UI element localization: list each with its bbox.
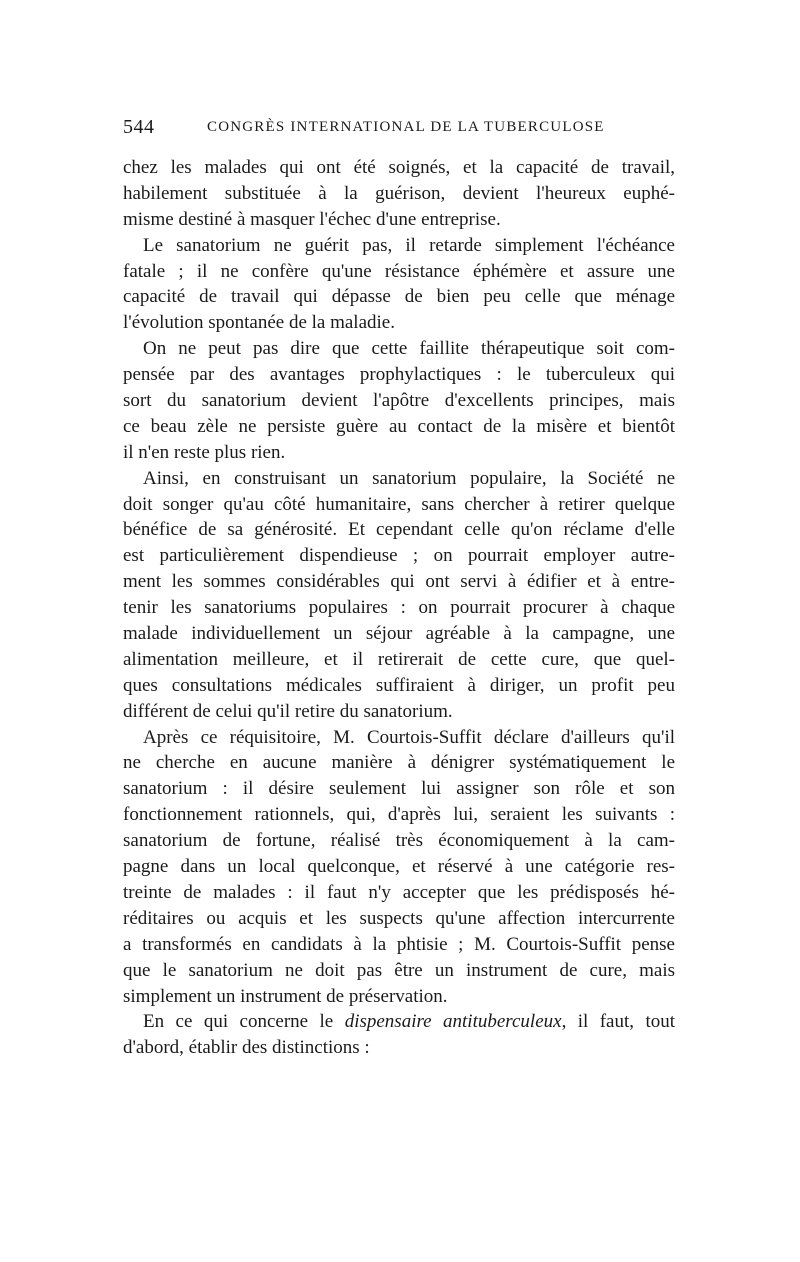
text-line: simplement un instrument de préservation. — [123, 985, 448, 1007]
text-line: ques consultations médicales suffiraient à diriger, un profit peu — [123, 674, 675, 696]
text-line: que le sanatorium ne doit pas être un instrument de cure, mais — [123, 959, 675, 981]
text-line: chez les malades qui ont été soignés, et la capacité de travail, — [123, 157, 675, 178]
text-line: doit songer qu'au côté humanitaire, sans chercher à retirer quelque — [123, 493, 675, 515]
page-header — [123, 116, 675, 142]
line-segment: , il faut, tout — [561, 1011, 676, 1033]
text-line: fonctionnement rationnels, qui, d'après lui, seraient les suivants : — [123, 804, 675, 826]
text-line: Le sanatorium ne guérit pas, il retarde simplement l'échéance — [143, 234, 675, 256]
text-line-with-italic — [123, 1009, 675, 1035]
text-line: fatale ; il ne confère qu'une résistance éphémère et assure une — [123, 260, 675, 282]
page-number: 544 — [123, 116, 155, 138]
text-line: sanatorium de fortune, réalisé très économiquement à la cam- — [123, 830, 675, 852]
text-line: pagne dans un local quelconque, et réservé à une catégorie res- — [123, 856, 675, 878]
text-line: alimentation meilleure, et il retirerait de cette cure, que quel- — [123, 648, 675, 670]
text-line: On ne peut pas dire que cette faillite thérapeutique soit com- — [143, 338, 675, 360]
text-line: capacité de travail qui dépasse de bien peu celle que ménage — [123, 286, 675, 308]
text-line: Après ce réquisitoire, M. Courtois-Suffit déclare d'ailleurs qu'il — [143, 726, 675, 748]
text-line: l'évolution spontanée de la maladie. — [123, 312, 395, 334]
text-line: tenir les sanatoriums populaires : on pourrait procurer à chaque — [123, 597, 675, 619]
text-line: a transformés en candidats à la phtisie ; M. Courtois-Suffit pense — [123, 933, 675, 955]
text-line: réditaires ou acquis et les suspects qu'une affection intercurrente — [123, 907, 675, 929]
text-line: treinte de malades : il faut n'y accepter que les prédisposés hé- — [123, 881, 675, 903]
text-line: d'abord, établir des distinctions : — [123, 1037, 370, 1059]
text-line: pensée par des avantages prophylactiques : le tuberculeux qui — [123, 364, 675, 386]
text-line: sanatorium : il désire seulement lui assigner son rôle et son — [123, 778, 675, 800]
text-line: misme destiné à masquer l'échec d'une entreprise. — [123, 208, 501, 230]
text-line: bénéfice de sa générosité. Et cependant celle qu'on réclame d'elle — [123, 519, 675, 541]
line-segment: En ce qui concerne le — [143, 1011, 345, 1033]
text-line: est particulièrement dispendieuse ; on pourrait employer autre- — [123, 545, 675, 567]
text-line: habilement substituée à la guérison, devient l'heureux euphé- — [123, 182, 675, 204]
text-line: malade individuellement un séjour agréable à la campagne, une — [123, 623, 675, 645]
text-line: ne cherche en aucune manière à dénigrer systématiquement le — [123, 752, 675, 774]
text-line: ce beau zèle ne persiste guère au contact de la misère et bientôt — [123, 415, 675, 437]
text-line: sort du sanatorium devient l'apôtre d'excellents principes, mais — [123, 390, 675, 412]
body-text — [123, 155, 675, 1061]
text-line: différent de celui qu'il retire du sanatorium. — [123, 700, 453, 722]
text-line: il n'en reste plus rien. — [123, 441, 286, 463]
text-line: ment les sommes considérables qui ont servi à édifier et à entre- — [123, 571, 675, 593]
italic-term: dispensaire antituberculeux — [344, 1011, 562, 1033]
text-line: Ainsi, en construisant un sanatorium populaire, la Société ne — [143, 467, 675, 489]
running-title: CONGRÈS INTERNATIONAL DE LA TUBERCULOSE — [207, 119, 605, 135]
